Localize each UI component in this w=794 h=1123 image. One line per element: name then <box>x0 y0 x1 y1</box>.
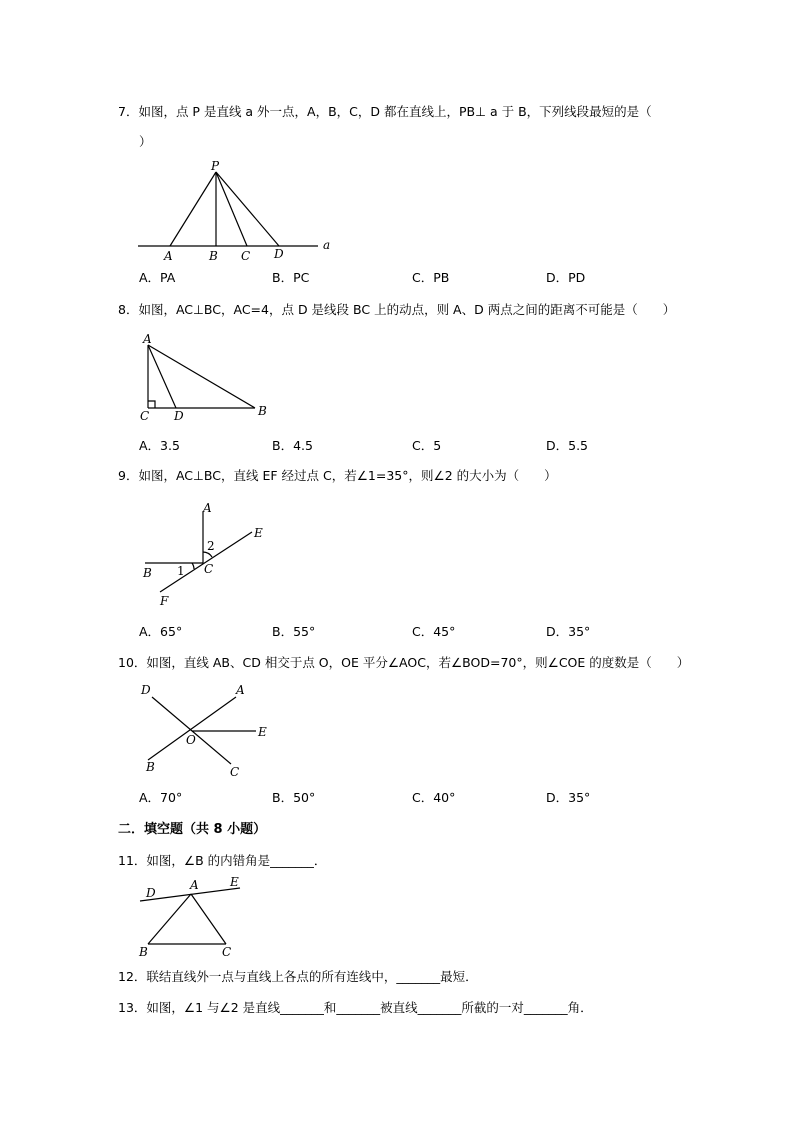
q13-stem: 13．如图，∠1 与∠2 是直线_______和_______被直线_______所截的一对_______角． <box>118 1000 593 1015</box>
q9-label-e: E <box>254 526 263 540</box>
q11-label-c: C <box>222 945 232 959</box>
q10-label-b: B <box>146 760 155 774</box>
q9-option-a: A．65° <box>139 624 183 639</box>
q7-option-b: B．PC <box>272 270 310 285</box>
q11-label-e: E <box>230 875 239 889</box>
q9-label-f: F <box>160 594 169 608</box>
q8-stem: 8．如图，AC⊥BC，AC=4，点 D 是线段 BC 上的动点，则 A、D 两点之间的距离不可能是（ ） <box>118 302 676 317</box>
q10-option-a: A．70° <box>139 790 183 805</box>
q11-label-d: D <box>146 886 156 900</box>
q8-option-a: A．3.5 <box>139 438 180 453</box>
q7-label-d: D <box>274 247 284 261</box>
q8-label-b: B <box>258 404 267 418</box>
q10-option-c: C．40° <box>412 790 456 805</box>
q7-stem: 7．如图，点 P 是直线 a 外一点，A，B，C，D 都在直线上，PB⊥ a 于 B，下列线段最短的是（ <box>118 104 652 119</box>
q9-label-a: A <box>203 501 212 515</box>
q10-option-b: B．50° <box>272 790 316 805</box>
q9-label-c: C <box>204 562 214 576</box>
q9-angle-2-label: 2 <box>207 539 215 553</box>
q10-label-a: A <box>236 683 245 697</box>
q7-stem-continued: ） <box>139 134 152 149</box>
q8-option-d: D．5.5 <box>546 438 589 453</box>
q7-option-d: D．PD <box>546 270 586 285</box>
q11-segment-ab <box>148 894 191 944</box>
q9-option-c: C．45° <box>412 624 456 639</box>
q11-segment-ac <box>191 894 226 944</box>
q10-label-o: O <box>186 733 196 747</box>
q8-option-c: C．5 <box>412 438 442 453</box>
q10-option-d: D．35° <box>546 790 591 805</box>
q8-label-d: D <box>174 409 184 423</box>
q8-option-b: B．4.5 <box>272 438 313 453</box>
q11-label-a: A <box>190 878 199 892</box>
q10-label-c: C <box>230 765 240 779</box>
q9-angle-1-label: 1 <box>177 564 185 578</box>
q7-label-p: P <box>211 159 220 173</box>
q10-stem: 10．如图，直线 AB、CD 相交于点 O，OE 平分∠AOC，若∠BOD=70°，则∠COE 的度数是（ ） <box>118 655 690 670</box>
q9-stem: 9．如图，AC⊥BC，直线 EF 经过点 C，若∠1=35°，则∠2 的大小为（ ） <box>118 468 557 483</box>
q9-option-d: D．35° <box>546 624 591 639</box>
q10-label-e: E <box>258 725 267 739</box>
q8-label-c: C <box>140 409 150 423</box>
q7-label-c: C <box>241 249 251 263</box>
q8-label-a: A <box>143 332 152 346</box>
q7-label-b: B <box>209 249 218 263</box>
q10-label-d: D <box>141 683 151 697</box>
q11-stem: 11．如图，∠B 的内错角是_______． <box>118 853 327 868</box>
q9-label-b: B <box>143 566 152 580</box>
q7-option-c: C．PB <box>412 270 450 285</box>
q12-stem: 12．联结直线外一点与直线上各点的所有连线中，_______最短． <box>118 969 478 984</box>
section-2-title: 二．填空题（共 8 小题） <box>118 822 267 837</box>
q7-label-a: A <box>164 249 173 263</box>
q7-option-a: A．PA <box>139 270 176 285</box>
q11-label-b: B <box>139 945 148 959</box>
q9-option-b: B．55° <box>272 624 316 639</box>
q7-label-line-a: a <box>323 238 331 252</box>
